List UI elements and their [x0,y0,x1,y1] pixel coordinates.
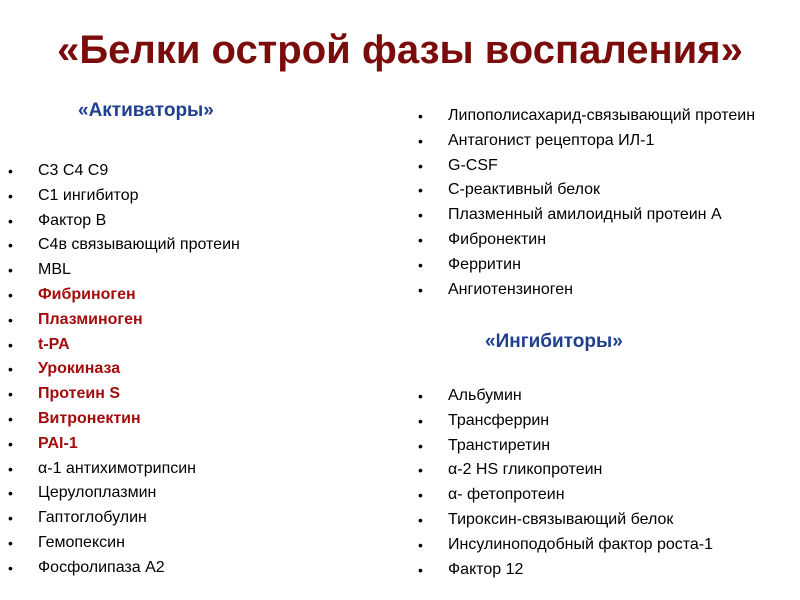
list-item-label: Транстиретин [448,436,551,454]
inhibitor-list-item [418,533,713,558]
activator-list-item [8,432,240,457]
bullet-icon: • [418,231,423,248]
bullet-icon: • [418,157,423,174]
bullet-icon: • [8,386,13,403]
list-item-label: C-реактивный белок [448,181,601,199]
list-item-label: Тироксин-связывающий белок [448,510,674,528]
bullet-icon: • [8,510,13,527]
list-item-label: Фактор В [38,211,107,229]
slide-title: «Белки острой фазы воспаления» [57,28,743,72]
bullet-icon: • [418,256,423,273]
list-item-label: Плазменный амилоидный протеин А [448,206,722,224]
list-item-label: Трансферрин [448,411,550,429]
list-item-label: C1 ингибитор [38,186,139,204]
activator-list-item [418,278,755,303]
activator-list-item [8,531,240,556]
activator-list-item [8,283,240,308]
list-item-label: Фосфолипаза А2 [38,558,165,576]
activator-list-item [8,233,240,258]
inhibitor-list-item [418,483,713,508]
bullet-icon: • [8,187,13,204]
activators-continued-list [418,104,755,302]
bullet-icon: • [418,561,423,578]
bullet-icon: • [8,311,13,328]
list-item-label: Антагонист рецептора ИЛ-1 [448,131,655,149]
inhibitor-list-item [418,434,713,459]
bullet-icon: • [8,361,13,378]
activator-list-item [8,407,240,432]
activator-list-item [8,258,240,283]
activator-list-item [418,129,755,154]
inhibitor-list-item [418,558,713,583]
list-item-label: Урокиназа [38,360,121,378]
activator-list-item [8,159,240,184]
activator-list-item [418,178,755,203]
activators-heading: «Активаторы» [78,100,214,121]
inhibitor-list-item [418,384,713,409]
list-item-label: Гаптоглобулин [38,509,147,527]
activator-list-item [418,154,755,179]
list-item-label: Фибриноген [38,285,136,303]
list-item-label: Витронектин [38,409,141,427]
inhibitors-heading: «Ингибиторы» [485,331,623,352]
inhibitor-list-item [418,458,713,483]
bullet-icon: • [418,388,423,404]
bullet-icon: • [8,534,13,551]
bullet-icon: • [418,511,423,528]
bullet-icon: • [8,262,13,279]
bullet-icon: • [418,536,423,553]
activator-list-item [8,382,240,407]
bullet-icon: • [8,460,13,477]
list-item-label: Протеин S [38,385,120,403]
list-item-label: α-2 HS гликопротеин [448,461,603,479]
inhibitor-list-item [418,409,713,434]
bullet-icon: • [418,132,423,149]
bullet-icon: • [8,286,13,303]
list-item-label: Липополисахарид-связывающий протеин [448,107,756,124]
bullet-icon: • [8,559,13,576]
activator-list-item [8,457,240,482]
bullet-icon: • [418,487,423,504]
activator-list-item [418,203,755,228]
activator-list-item [418,104,755,129]
bullet-icon: • [418,182,423,199]
activator-list-item [8,209,240,234]
bullet-icon: • [8,435,13,452]
activator-list-item [418,253,755,278]
bullet-icon: • [418,462,423,479]
bullet-icon: • [8,336,13,353]
bullet-icon: • [8,410,13,427]
list-item-label: Фактор 12 [448,560,524,578]
bullet-icon: • [8,212,13,229]
bullet-icon: • [418,207,423,224]
list-item-label: t-PA [38,335,70,353]
list-item-label: Ферритин [448,255,521,273]
activator-list-item [8,481,240,506]
list-item-label: MBL [38,261,71,279]
list-item-label: Плазминоген [38,310,143,328]
list-item-label: Гемопексин [38,533,125,551]
inhibitors-list [418,384,713,582]
activator-list-item [8,333,240,358]
activator-list-item [8,357,240,382]
list-item-label: α-1 антихимотрипсин [38,459,197,477]
bullet-icon: • [418,108,423,124]
list-item-label: PAI-1 [38,434,78,452]
activator-list-item [8,184,240,209]
list-item-label: Ангиотензиноген [448,280,573,298]
activator-list-item [418,228,755,253]
activator-list-item [8,506,240,531]
list-item-label: G-CSF [448,156,498,174]
list-item-label: Инсулиноподобный фактор роста-1 [448,535,714,553]
inhibitor-list-item [418,508,713,533]
list-item-label: α- фетопротеин [448,486,565,504]
list-item-label: Церулоплазмин [38,484,157,502]
bullet-icon: • [8,237,13,254]
bullet-icon: • [418,437,423,454]
list-item-label: Фибронектин [448,230,547,248]
activators-list [8,159,240,581]
bullet-icon: • [418,412,423,429]
bullet-icon: • [8,163,13,179]
activator-list-item [8,308,240,333]
list-item-label: C4в связывающий протеин [38,236,240,254]
list-item-label: C3 C4 C9 [38,162,109,179]
activator-list-item [8,556,240,581]
list-item-label: Альбумин [448,387,522,404]
bullet-icon: • [418,281,423,298]
bullet-icon: • [8,485,13,502]
